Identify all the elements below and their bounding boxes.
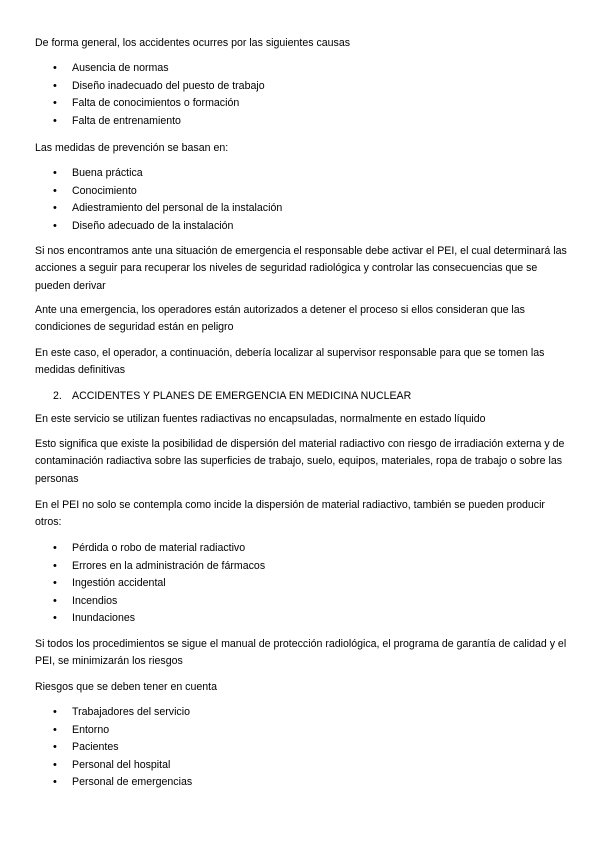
list-item: • Trabajadores del servicio [0, 704, 560, 722]
list-item: • Incendios [0, 593, 560, 611]
list-item: • Diseño adecuado de la instalación [0, 218, 560, 236]
paragraph-prevention-intro: Las medidas de prevención se basan en: [35, 142, 229, 154]
paragraph-pei-other: En el PEI no solo se contempla como incide la dispersión de material radiactivo, también se pueden producir otros: [35, 499, 545, 529]
list-item: • Falta de entrenamiento [0, 113, 560, 131]
paragraph-causes-intro: De forma general, los accidentes ocurres por las siguientes causas [35, 37, 351, 49]
list-item: • Buena práctica [0, 165, 560, 183]
section-heading [53, 388, 411, 405]
list-risk-groups [0, 704, 560, 792]
list-item: • Entorno [0, 722, 560, 740]
list-item: • Adiestramiento del personal de la instalación [0, 200, 560, 218]
list-item: • Personal de emergencias [0, 774, 560, 792]
paragraph-sources: En este servicio se utilizan fuentes radiactivas no encapsuladas, normalmente en estado líquido [35, 413, 486, 425]
list-item: • Pérdida o robo de material radiactivo [0, 540, 560, 558]
list-item: • Conocimiento [0, 183, 560, 201]
list-causes [0, 60, 560, 130]
section-title: ACCIDENTES Y PLANES DE EMERGENCIA EN MEDICINA NUCLEAR [72, 390, 412, 402]
paragraph-emergency-pei: Si nos encontramos ante una situación de emergencia el responsable debe activar el PEI, el cual determinará las acciones a seguir para recuperar los niveles de seguridad radiológica y controlar las consecuencias que se pueden derivar [35, 245, 567, 292]
list-item: • Ingestión accidental [0, 575, 560, 593]
list-item: • Ausencia de normas [0, 60, 560, 78]
list-item: • Diseño inadecuado del puesto de trabajo [0, 78, 560, 96]
paragraph-risk-groups-intro: Riesgos que se deben tener en cuenta [35, 681, 217, 693]
paragraph-supervisor: En este caso, el operador, a continuación, debería localizar al supervisor responsable para que se tomen las medidas definitivas [35, 347, 545, 377]
list-other-risks [0, 540, 560, 628]
list-item: • Pacientes [0, 739, 560, 757]
list-item: • Personal del hospital [0, 757, 560, 775]
paragraph-procedures: Si todos los procedimientos se sigue el manual de protección radiológica, el programa de garantía de calidad y el PEI, se minimizarán los riesgos [35, 638, 567, 668]
paragraph-dispersion: Esto significa que existe la posibilidad de dispersión del material radiactivo con riesgo de irradiación externa y de contaminación radiactiva sobre las superficies de trabajo, suelo, equipos, materiales, ropa de trabajo o sobre las personas [35, 438, 565, 485]
list-item: • Errores en la administración de fármacos [0, 558, 560, 576]
list-item: • Inundaciones [0, 610, 560, 628]
list-item: • Falta de conocimientos o formación [0, 95, 560, 113]
list-prevention [0, 165, 560, 235]
section-number: 2. [53, 390, 62, 402]
paragraph-operators: Ante una emergencia, los operadores están autorizados a detener el proceso si ellos consideran que las condiciones de seguridad están en peligro [35, 304, 525, 334]
